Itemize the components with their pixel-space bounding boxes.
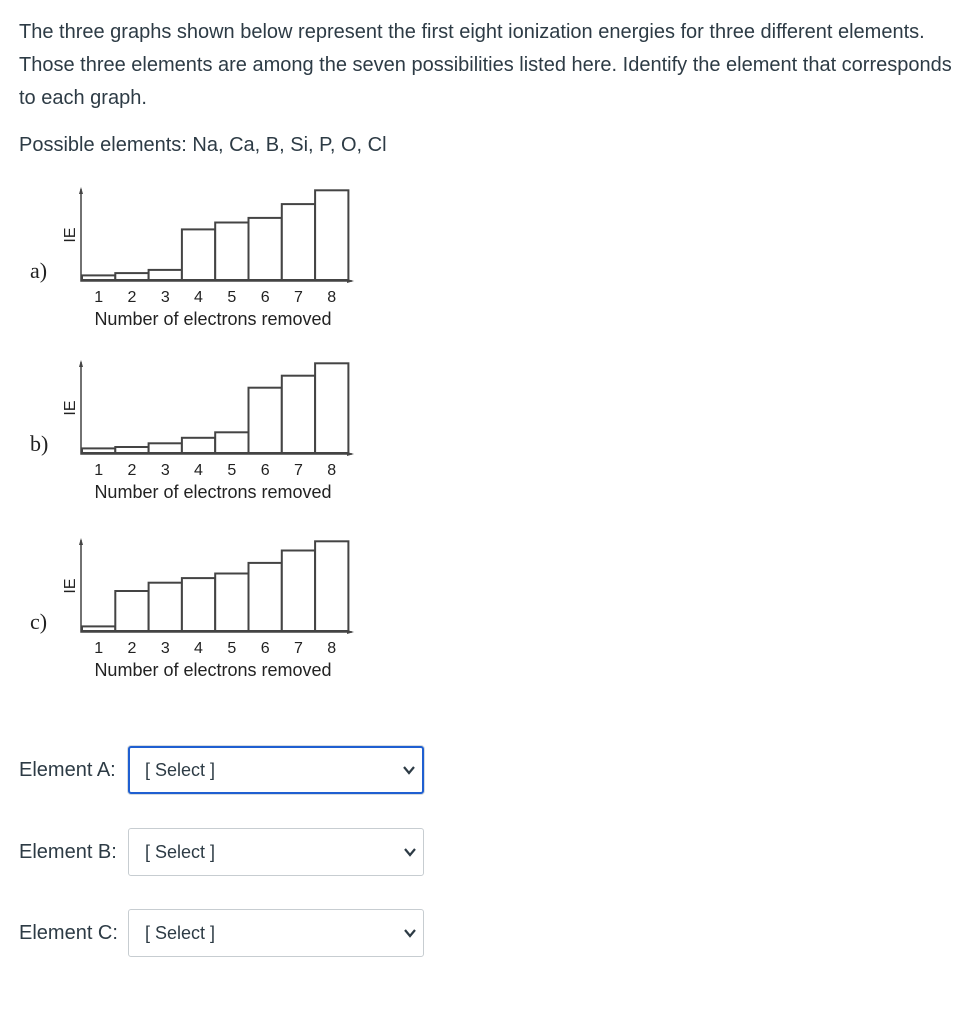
bar-3 (149, 270, 182, 280)
bar-7 (282, 204, 315, 280)
bar-7 (282, 376, 315, 453)
bar-2 (115, 273, 148, 280)
bar-5 (215, 223, 248, 281)
tick-label-3: 3 (160, 462, 170, 479)
element-a-value: [ Select ] (145, 759, 216, 780)
tick-label-1: 1 (94, 462, 104, 479)
answer-row-a (19, 744, 424, 796)
element-c-value: [ Select ] (145, 922, 216, 943)
bar-3 (149, 443, 182, 453)
tick-label-7: 7 (293, 462, 303, 479)
bar-5 (215, 432, 248, 453)
bar-7 (282, 551, 315, 632)
tick-label-8: 8 (327, 289, 337, 306)
element-a-label: Element A: (19, 758, 116, 781)
bar-6 (249, 563, 282, 631)
tick-label-4: 4 (194, 462, 203, 479)
possible-elements: Possible elements: Na, Ca, B, Si, P, O, Cl (19, 134, 387, 156)
tick-label-6: 6 (260, 289, 270, 306)
bar-6 (249, 218, 282, 280)
chevron-down-icon (403, 926, 417, 940)
x-axis-label: Number of electrons removed (94, 660, 332, 680)
bar-8 (315, 541, 348, 631)
tick-label-7: 7 (293, 640, 303, 657)
graph-a (30, 185, 360, 335)
graph-label: b) (30, 431, 49, 456)
bar-2 (115, 591, 148, 631)
tick-label-5: 5 (227, 640, 237, 657)
tick-label-1: 1 (94, 640, 104, 657)
graph-label: a) (30, 258, 48, 283)
tick-label-2: 2 (127, 289, 137, 306)
element-c-select[interactable] (128, 909, 424, 957)
element-a-select[interactable] (128, 746, 424, 794)
chevron-down-icon (403, 845, 417, 859)
tick-label-5: 5 (227, 462, 237, 479)
bar-4 (182, 438, 215, 453)
bar-4 (182, 229, 215, 280)
element-c-label: Element C: (19, 921, 118, 944)
tick-label-3: 3 (160, 640, 170, 657)
bar-8 (315, 190, 348, 280)
tick-label-6: 6 (260, 462, 270, 479)
tick-label-1: 1 (94, 289, 104, 306)
bar-1 (82, 626, 115, 631)
tick-label-6: 6 (260, 640, 270, 657)
chevron-down-icon (402, 763, 416, 777)
chart-b (30, 358, 360, 508)
element-b-select[interactable] (128, 828, 424, 876)
y-axis-arrow (79, 360, 83, 367)
bar-2 (115, 447, 148, 453)
graph-c (30, 536, 360, 686)
question-text: The three graphs shown below represent the first eight ionization energies for three different elements. Those three elements are among the seven possibilities listed here. Identify the element that corresponds to each graph. (19, 21, 952, 109)
bar-6 (249, 388, 282, 453)
tick-label-2: 2 (127, 640, 137, 657)
bar-8 (315, 363, 348, 453)
element-b-value: [ Select ] (145, 841, 216, 862)
y-axis-arrow (79, 187, 83, 194)
bar-4 (182, 578, 215, 631)
bar-1 (82, 448, 115, 453)
y-axis-label: IE (62, 400, 79, 416)
x-axis-label: Number of electrons removed (94, 482, 332, 502)
tick-label-8: 8 (327, 462, 337, 479)
tick-label-4: 4 (194, 640, 203, 657)
bar-1 (82, 275, 115, 280)
graph-label: c) (30, 609, 48, 634)
chart-a (30, 185, 360, 335)
tick-label-2: 2 (127, 462, 137, 479)
bar-5 (215, 574, 248, 632)
y-axis-arrow (79, 538, 83, 545)
tick-label-5: 5 (227, 289, 237, 306)
answer-row-b (19, 826, 424, 878)
y-axis-label: IE (62, 578, 79, 594)
answer-row-c (19, 907, 424, 959)
tick-label-7: 7 (293, 289, 303, 306)
tick-label-8: 8 (327, 640, 337, 657)
element-b-label: Element B: (19, 840, 117, 863)
y-axis-label: IE (62, 227, 79, 243)
graph-b (30, 358, 360, 508)
tick-label-3: 3 (160, 289, 170, 306)
x-axis-label: Number of electrons removed (94, 309, 332, 329)
chart-c (30, 536, 360, 686)
tick-label-4: 4 (194, 289, 203, 306)
bar-3 (149, 583, 182, 631)
